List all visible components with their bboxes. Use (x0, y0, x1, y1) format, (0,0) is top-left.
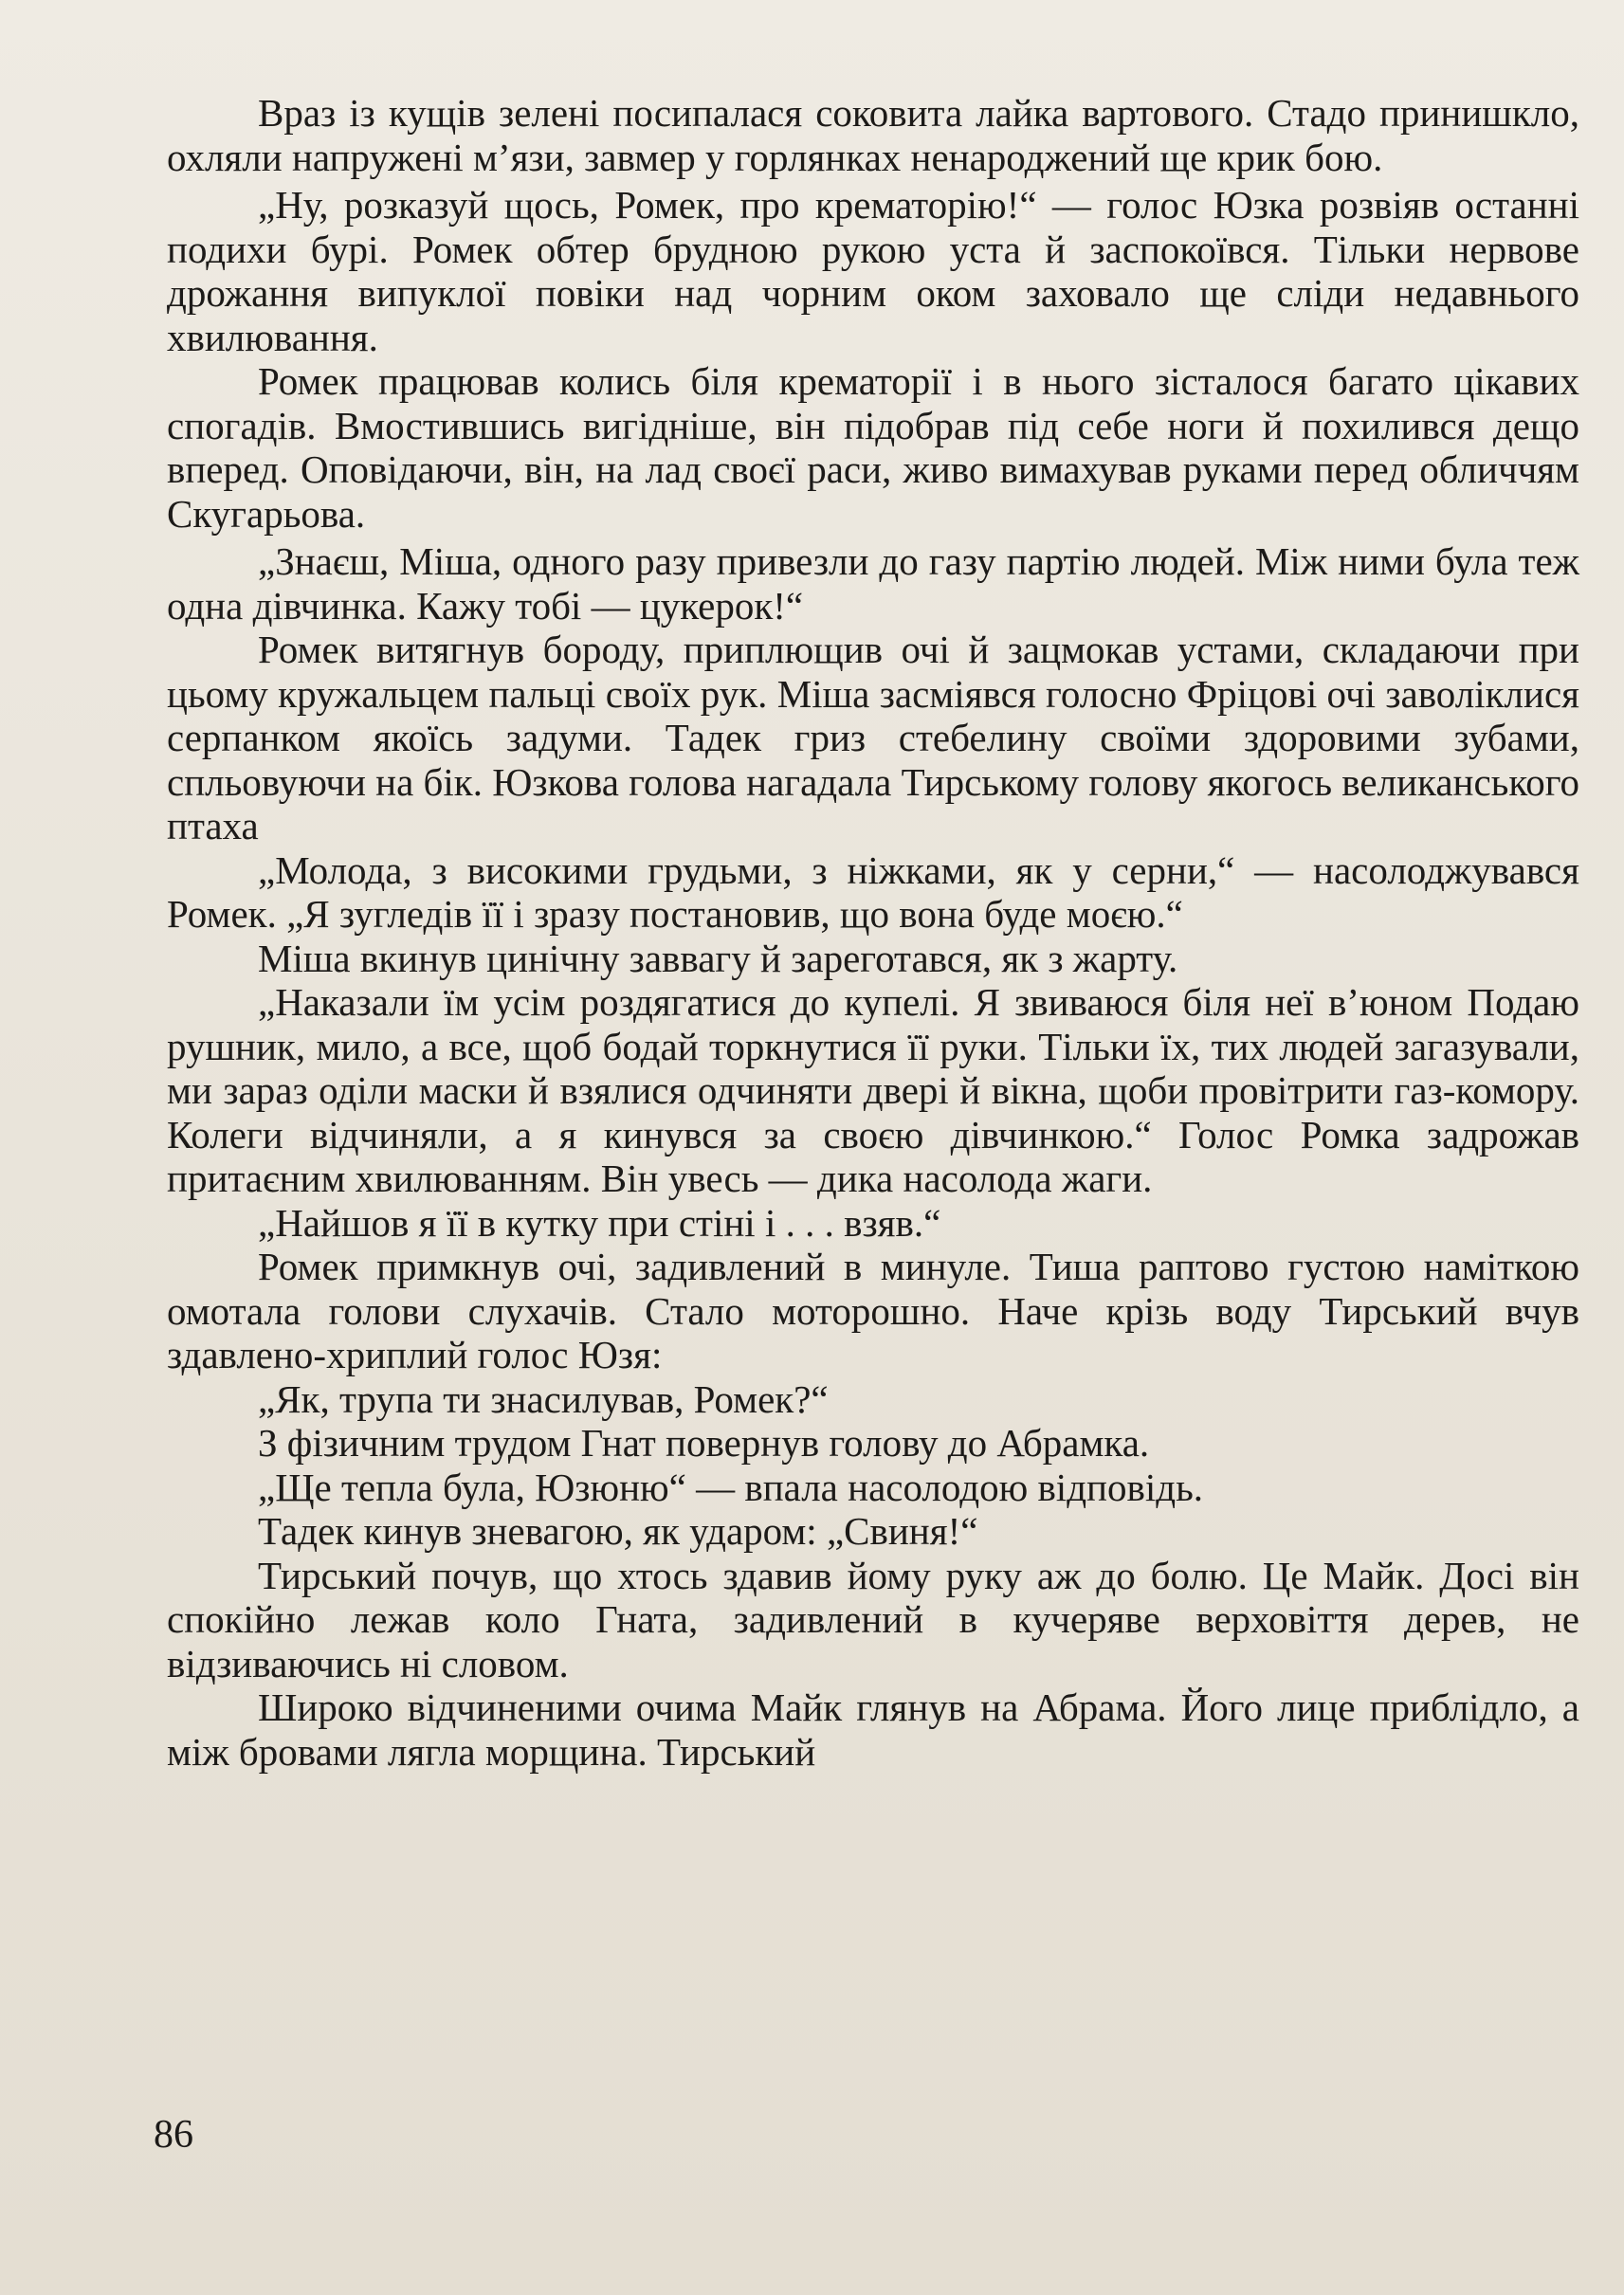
paragraph: З фізичним трудом Гнат повернув голову до Абрамка. (258, 1421, 1150, 1465)
paragraph: „Молода, з високими грудьми, з ніжками, як у серни,“ — насолоджувався Ромек. „Я зугледів її і зразу постановив, що вона буде моєю.“ (167, 847, 1579, 936)
paragraph: Враз із кущів зелені посипалася соковита лайка вартового. Стадо принишкло, охляли напружені м’язи, завмер у горлянках ненароджений ще крик бою. (167, 91, 1579, 179)
paragraph: „Як, трупа ти знасилував, Ромек?“ (258, 1376, 829, 1421)
paragraph: Тадек кинув зневагою, як ударом: „Свиня!“ (258, 1509, 978, 1553)
paragraph: Тирський почув, що хтось здавив йому руку аж до болю. Це Майк. Досі він спокійно лежав коло Гната, задивлений в кучеряве верховіття дерев, не відзиваючись ні словом. (167, 1553, 1579, 1685)
paragraph: Міша вкинув цинічну заввагу й зареготався, як з жарту. (258, 936, 1178, 980)
paragraph: „Найшов я її в кутку при стіні і . . . взяв.“ (258, 1200, 941, 1245)
paragraph: „Ще тепла була, Юзюню“ — впала насолодою відповідь. (258, 1465, 1204, 1509)
body-text (167, 91, 1579, 1774)
paragraph: „Знаєш, Міша, одного разу привезли до газу партію людей. Між ними була теж одна дівчинка. Кажу тобі — цукерок!“ (167, 539, 1579, 628)
paragraph: „Наказали їм усім роздягатися до купелі. Я звиваюся біля неї в’юном Подаю рушник, мило, а все, щоб бодай торкнутися її руки. Тільки їх, тих людей загазували, ми зараз оділи маски й взялися одчиняти двері й вікна, щоби провітрити газ-комору. Колеги відчиняли, а я кинувся за своєю дівчинкою.“ Голос Ромка задрожав притаєним хвилюванням. Він увесь — дика насолода жаги. (167, 980, 1579, 1200)
paragraph: Широко відчиненими очима Майк глянув на Абрама. Його лице приблідло, а між бровами лягла морщина. Тирський (167, 1685, 1579, 1774)
page-number: 86 (154, 2113, 193, 2157)
paragraph: „Ну, розказуй щось, Ромек, про крематорію!“ — голос Юзка розвіяв останні подихи бурі. Ромек обтер брудною рукою уста й заспокоївся. Тільки нервове дрожання випуклої повіки над чорним оком заховало ще сліди недавнього хвилювання. (167, 183, 1579, 359)
paragraph: Ромек примкнув очі, задивлений в минуле. Тиша раптово густою наміткою омотала голови слухачів. Стало моторошно. Наче крізь воду Тирський вчув здавлено-хриплий голос Юзя: (167, 1245, 1579, 1376)
paragraph: Ромек працював колись біля крематорії і в нього зісталося багато цікавих спогадів. Вмостившись вигідніше, він підобрав під себе ноги й похилився дещо вперед. Оповідаючи, він, на лад своєї раси, живо вимахував руками перед обличчям Скугарьова. (167, 359, 1579, 536)
paragraph: Ромек витягнув бороду, приплющив очі й зацмокав устами, складаючи при цьому кружальцем пальці своїх рук. Міша засміявся голосно Фріцові очі заволіклися серпанком якоїсь задуми. Тадек гриз стебелину своїми здоровими зубами, спльовуючи на бік. Юзкова голова нагадала Тирському голову якогось великанського птаха (167, 628, 1579, 847)
